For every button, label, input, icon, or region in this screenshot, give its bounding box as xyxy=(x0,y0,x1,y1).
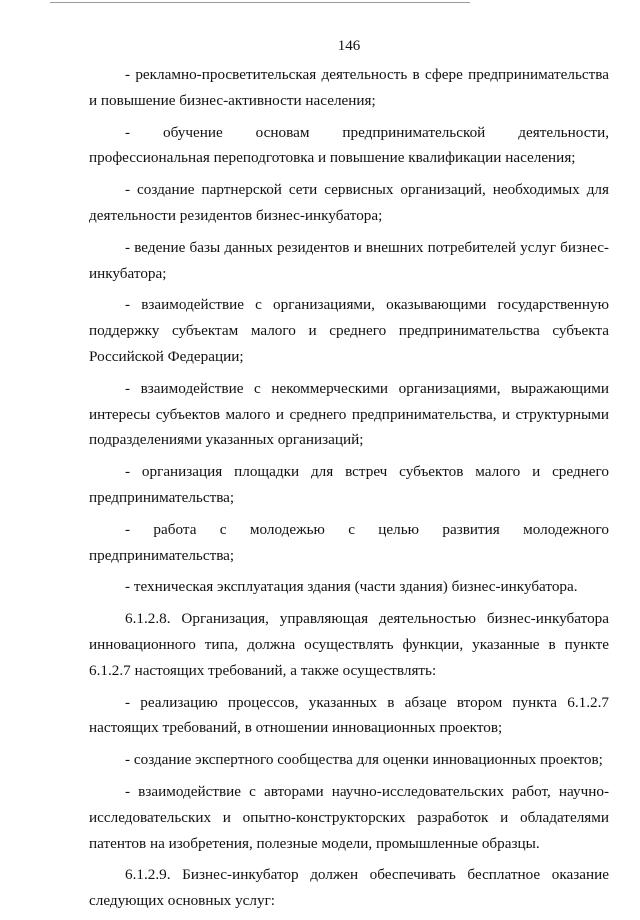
top-edge-rule xyxy=(50,2,470,3)
paragraph-12: - создание экспертного сообщества для оценки инновационных проектов; xyxy=(125,751,603,769)
paragraph-6: - взаимодействие с некоммерческими организациями, выражающими интересы субъектов малого и среднего предпринимательства, и структурными подразделениями указанных организаций; xyxy=(89,379,609,449)
paragraph-1: - рекламно-просветительская деятельность в сфере предпринимательства и повышение бизнес-активности населения; xyxy=(89,66,609,109)
paragraph-11: - реализацию процессов, указанных в абзаце втором пункта 6.1.2.7 настоящих требований, в отношении инновационных проектов; xyxy=(89,693,609,737)
paragraph-13: - взаимодействие с авторами научно-исследовательских работ, научно-исследовательских и опытно-конструкторских разработок и обладателями патентов на изобретения, полезные модели, промышленные образцы. xyxy=(89,782,609,852)
paragraph-5: - взаимодействие с организациями, оказывающими государственную поддержку субъектам малого и среднего предпринимательства субъекта Российской Федерации; xyxy=(89,296,609,365)
paragraph-14: 6.1.2.9. Бизнес-инкубатор должен обеспечивать бесплатное оказание следующих основных услуг: xyxy=(89,866,609,910)
paragraph-4: - ведение базы данных резидентов и внешних потребителей услуг бизнес-инкубатора; xyxy=(89,238,609,282)
page-number: 146 xyxy=(337,38,361,54)
paragraph-7: - организация площадки для встреч субъектов малого и среднего предпринимательства; xyxy=(89,463,609,506)
paragraph-3: - создание партнерской сети сервисных организаций, необходимых для деятельности резидентов бизнес-инкубатора; xyxy=(89,181,609,224)
paragraph-8: - работа с молодежью с целью развития молодежного предпринимательства; xyxy=(89,520,609,564)
paragraph-10: 6.1.2.8. Организация, управляющая деятельностью бизнес-инкубатора инновационного типа, должна осуществлять функции, указанные в пункте 6.1.2.7 настоящих требований, а также осуществлять: xyxy=(89,610,609,679)
document-page xyxy=(89,36,609,920)
paragraph-2: - обучение основам предпринимательской деятельности, профессиональная переподготовка и повышение квалификации населения; xyxy=(89,123,609,167)
paragraph-9: - техническая эксплуатация здания (части здания) бизнес-инкубатора. xyxy=(125,578,578,596)
